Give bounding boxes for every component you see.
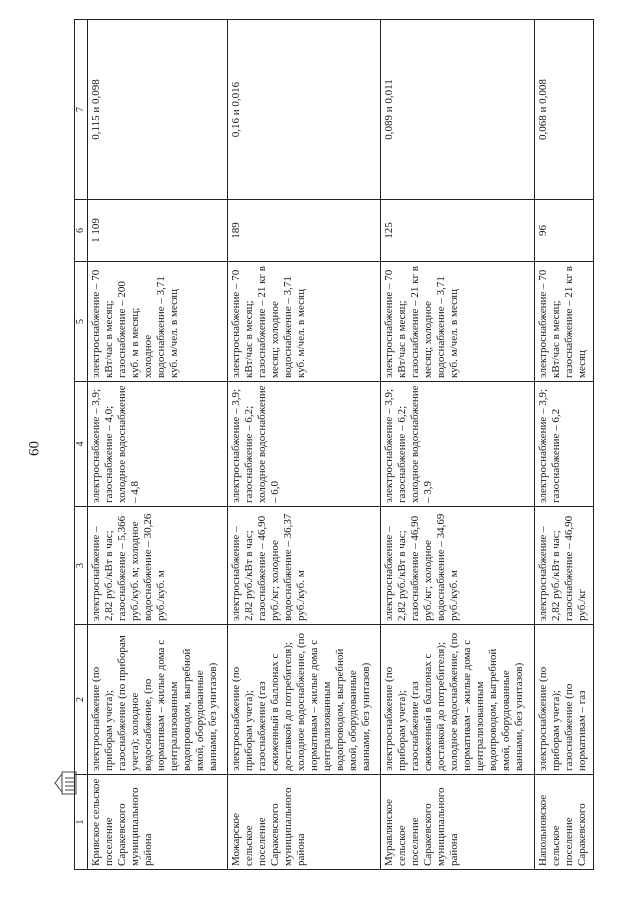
share-cell: 0,068 и 0,008 [534, 20, 593, 200]
settlement-cell: Напольновское сельское поселение Саракевского [534, 775, 593, 870]
table-row [534, 20, 593, 870]
column-header: 2 [75, 625, 88, 775]
volumes-cell: электроснабжение – 70 кВт/час в месяц; газоснабжение – 21 кг в месяц; холодное водоснабжение – 3,71 куб. м/чел. в месяц [381, 262, 534, 382]
column-header: 5 [75, 262, 88, 382]
table-header-row [75, 20, 88, 870]
table-row [88, 20, 228, 870]
services-cell: электроснабжение (по приборам учета); газоснабжение (газ сжиженный в баллонах с доставкой до потребителя); холодное водоснабжение, (по нормативам – жилые дома с централизованным водопроводом, выгребной ямой, оборудованные ваннами, без унитазов) [227, 625, 380, 775]
settlement-cell: Муравлянское сельское поселение Саракевского муниципального района [381, 775, 534, 870]
population-cell: 125 [381, 200, 534, 262]
rotated-page-content [74, 20, 594, 870]
volumes-cell: электроснабжение – 70 кВт/час в месяц; газоснабжение – 21 кг в месяц; холодное водоснабжение – 3,71 куб. м/чел. в месяц [227, 262, 380, 382]
tariffs-cell: электроснабжение – 2,82 руб./кВт в час; газоснабжение – 46,90 руб./кг; холодное водоснабжение – 36,37 руб./куб. м [227, 507, 380, 625]
growth-cell: электроснабжение – 3,9; газоснабжение – 4,0; холодное водоснабжение – 4,8 [88, 382, 228, 507]
page-number: 60 [26, 441, 43, 456]
services-cell: электроснабжение (по приборам учета); газоснабжение (газ сжиженный в баллонах с доставкой до потребителя); холодное водоснабжение, (по нормативам – жилые дома с централизованным водопроводом, выгребной ямой, оборудованные ваннами, без унитазов) [381, 625, 534, 775]
column-header: 7 [75, 20, 88, 200]
share-cell: 0,115 и 0,098 [88, 20, 228, 200]
column-header: 1 [75, 775, 88, 870]
tariff-table [74, 19, 594, 870]
population-cell: 96 [534, 200, 593, 262]
column-header: 3 [75, 507, 88, 625]
population-cell: 1 109 [88, 200, 228, 262]
column-header: 6 [75, 200, 88, 262]
share-cell: 0,089 и 0,011 [381, 20, 534, 200]
population-cell: 189 [227, 200, 380, 262]
tariffs-cell: электроснабжение – 2,82 руб./кВт в час; газоснабжение – 46,90 руб./кг; холодное водоснабжение – 34,69 руб./куб. м [381, 507, 534, 625]
table-row [227, 20, 380, 870]
settlement-cell: Кривское сельское поселение Саракевского муниципального района [88, 775, 228, 870]
tariffs-cell: электроснабжение – 2,82 руб./кВт в час; газоснабжение – 46,90 руб./кг [534, 507, 593, 625]
growth-cell: электроснабжение – 3,9; газоснабжение – 6,2; холодное водоснабжение – 6,0 [227, 382, 380, 507]
table-row [381, 20, 534, 870]
share-cell: 0,16 и 0,016 [227, 20, 380, 200]
tariffs-cell: электроснабжение – 2,82 руб./кВт в час; газоснабжение – 5,366 руб./куб. м; холодное водоснабжение – 30,26 руб./куб. м [88, 507, 228, 625]
growth-cell: электроснабжение – 3,9; газоснабжение – 6,2 [534, 382, 593, 507]
volumes-cell: электроснабжение – 70 кВт/час в месяц; газоснабжение – 21 кг в месяц [534, 262, 593, 382]
services-cell: электроснабжение (по приборам учета); газоснабжение (по приборам учета); холодное водоснабжение, (по нормативам – жилые дома с централизованным водопроводом, выгребной ямой, оборудованные ваннами, без унитазов) [88, 625, 228, 775]
settlement-cell: Можарское сельское поселение Саракевского муниципального района [227, 775, 380, 870]
document-stamp-icon [52, 770, 78, 796]
column-header: 4 [75, 382, 88, 507]
growth-cell: электроснабжение – 3,9; газоснабжение – 6,2; холодное водоснабжение – 3,9 [381, 382, 534, 507]
services-cell: электроснабжение (по приборам учета); газоснабжение (по нормативам – газ [534, 625, 593, 775]
volumes-cell: электроснабжение – 70 кВт/час в месяц; газоснабжение – 200 куб. м в месяц; холодное водоснабжение – 3,71 куб. м/чел. в месяц [88, 262, 228, 382]
